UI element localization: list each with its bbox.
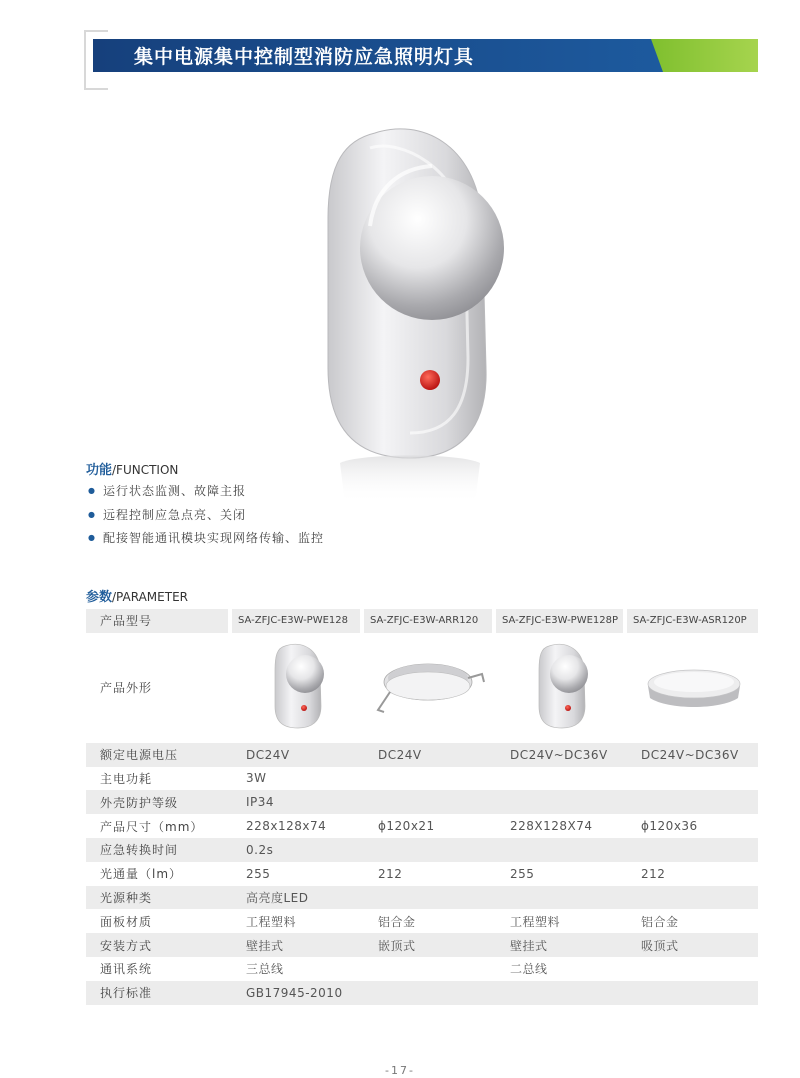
row-value (496, 981, 627, 1005)
parameter-title-cn: 参数 (86, 590, 113, 605)
row-value: 0.2s (232, 838, 364, 862)
product-image-wall-light-p (496, 633, 627, 743)
table-row (86, 814, 758, 838)
row-value: 255 (510, 866, 535, 881)
row-value: 3W (246, 771, 267, 786)
row-value (364, 790, 496, 814)
row-label: 应急转换时间 (86, 838, 232, 862)
row-label: 主电功耗 (100, 771, 153, 786)
row-label: 光通量（lm） (100, 867, 183, 882)
hero-product-image (300, 108, 520, 508)
product-image-ceiling-light (627, 633, 758, 743)
table-header-row (86, 609, 758, 633)
row-value: DC24V (232, 743, 364, 767)
recessed-light-image (370, 646, 490, 726)
function-list (88, 481, 324, 552)
row-value: 壁挂式 (232, 933, 364, 957)
row-value: 212 (641, 866, 666, 881)
row-value (627, 790, 758, 814)
function-item: ● 运行状态监测、故障主报 (88, 481, 324, 505)
row-value: 二总线 (510, 962, 548, 977)
table-header-label: 产品型号 (86, 609, 232, 633)
row-value (364, 838, 496, 862)
row-value: 高亮度LED (232, 886, 364, 910)
table-row (86, 933, 758, 957)
row-value: GB17945-2010 (232, 981, 364, 1005)
row-value (627, 886, 758, 910)
row-value (496, 767, 627, 791)
function-section-title (86, 459, 178, 478)
row-label: 面板材质 (100, 914, 153, 929)
function-title-en: /FUNCTION (112, 463, 179, 477)
table-row (86, 767, 758, 791)
row-value: 吸顶式 (627, 933, 758, 957)
product-image-recessed-light (364, 633, 496, 743)
row-value: DC24V~DC36V (496, 743, 627, 767)
product-image-row (86, 633, 758, 743)
table-row (86, 886, 758, 910)
row-value (496, 886, 627, 910)
table-row (86, 909, 758, 933)
row-value: 嵌顶式 (364, 933, 496, 957)
row-value: 三总线 (246, 962, 284, 977)
function-item: ● 远程控制应急点亮、关闭 (88, 505, 324, 529)
row-value: 228X128X74 (510, 819, 593, 834)
ceiling-light-image (638, 656, 748, 716)
model-name: SA-ZFJC-E3W-PWE128P (496, 609, 627, 633)
row-value: 工程塑料 (246, 914, 297, 929)
parameter-section-title (86, 586, 188, 605)
row-value (364, 957, 496, 981)
row-label: 产品尺寸（mm） (100, 819, 204, 834)
row-value: DC24V (364, 743, 496, 767)
row-value (364, 886, 496, 910)
model-name: SA-ZFJC-E3W-ARR120 (364, 609, 496, 633)
product-image-label: 产品外形 (86, 633, 232, 743)
row-value (364, 981, 496, 1005)
row-value: 壁挂式 (496, 933, 627, 957)
row-value (627, 838, 758, 862)
row-label: 安装方式 (86, 933, 232, 957)
row-value: 工程塑料 (510, 914, 561, 929)
table-row (86, 838, 758, 862)
page-number: -17- (385, 1064, 415, 1077)
wall-light-image (263, 636, 333, 736)
row-value (496, 838, 627, 862)
row-value (627, 957, 758, 981)
table-row (86, 862, 758, 886)
table-row (86, 790, 758, 814)
product-image-wall-light (232, 633, 364, 743)
row-label: 执行标准 (86, 981, 232, 1005)
row-value: DC24V~DC36V (627, 743, 758, 767)
row-value: IP34 (232, 790, 364, 814)
row-value (364, 767, 496, 791)
parameter-title-en: /PARAMETER (112, 590, 188, 604)
row-label: 光源种类 (86, 886, 232, 910)
row-value: 铝合金 (378, 914, 416, 929)
page-title: 集中电源集中控制型消防应急照明灯具 (134, 46, 475, 68)
row-value: ϕ120x21 (378, 819, 435, 834)
parameter-table (86, 609, 758, 1005)
row-value: 255 (246, 866, 271, 881)
row-value (627, 981, 758, 1005)
table-row (86, 957, 758, 981)
row-value: 212 (378, 866, 403, 881)
wall-light-p-image (527, 636, 597, 736)
row-label: 外壳防护等级 (86, 790, 232, 814)
model-name: SA-ZFJC-E3W-PWE128 (232, 609, 364, 633)
function-item: ● 配接智能通讯模块实现网络传输、监控 (88, 528, 324, 552)
table-row (86, 743, 758, 767)
row-value: ϕ120x36 (641, 819, 698, 834)
model-name: SA-ZFJC-E3W-ASR120P (627, 609, 758, 633)
row-value: 228x128x74 (246, 819, 327, 834)
row-value (496, 790, 627, 814)
row-value: 铝合金 (641, 914, 679, 929)
function-title-cn: 功能 (86, 463, 113, 478)
table-row (86, 981, 758, 1005)
row-label: 额定电源电压 (86, 743, 232, 767)
row-value (627, 767, 758, 791)
header-banner (93, 39, 758, 72)
row-label: 通讯系统 (100, 962, 153, 977)
